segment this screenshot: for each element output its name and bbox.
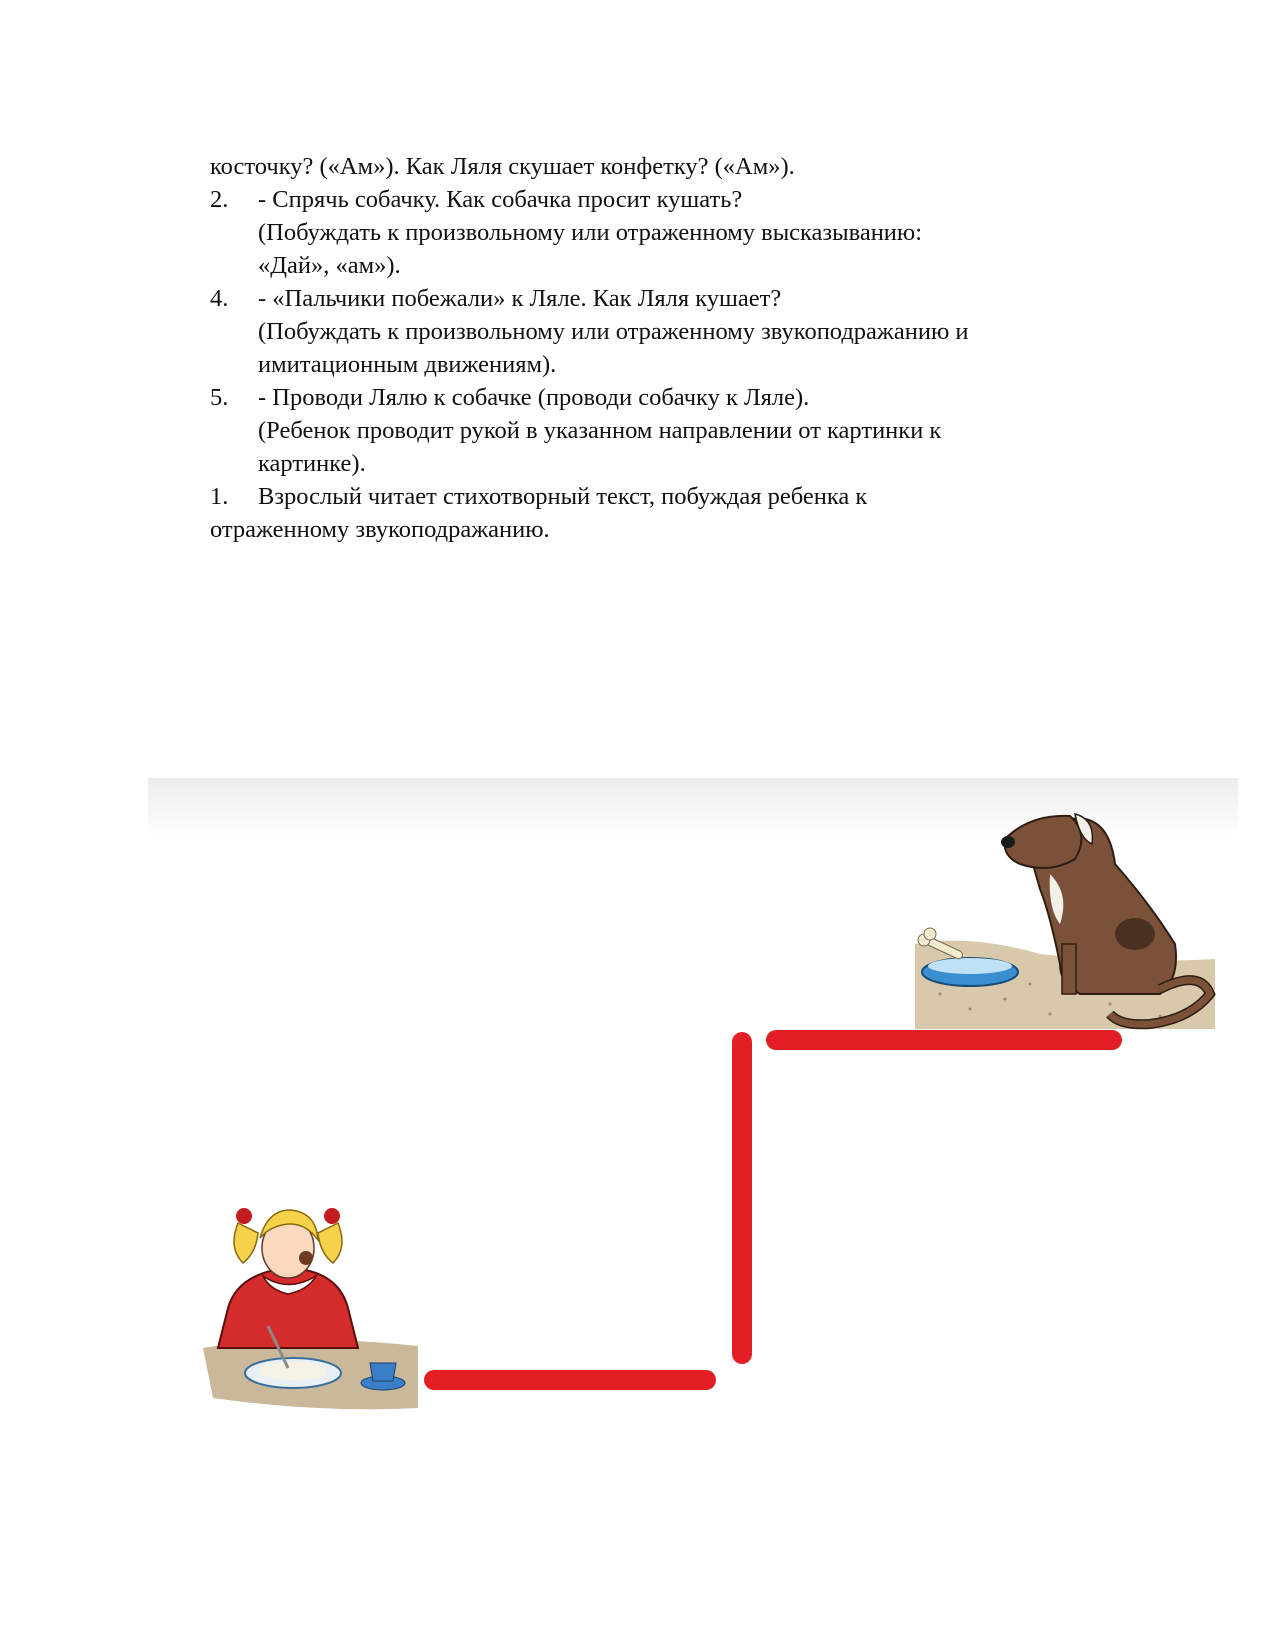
instruction-text — [210, 150, 1150, 546]
item-number: 1. — [210, 483, 229, 510]
list-item — [210, 282, 1150, 315]
text-line: имитационным движениям). — [258, 351, 557, 378]
text-line: (Ребенок проводит рукой в указанном направлении от картинки к — [258, 417, 942, 444]
item-number: 5. — [210, 384, 229, 411]
text-line: отраженному звукоподражанию. — [210, 516, 550, 543]
text-line: «Дай», «ам»). — [258, 252, 401, 279]
path-segment-top — [766, 1030, 1122, 1050]
item-number: 4. — [210, 285, 229, 312]
maze-illustration — [148, 778, 1238, 1458]
text-line: косточку? («Ам»). Как Ляля скушает конфетку? («Ам»). — [210, 153, 795, 180]
list-item — [210, 480, 1150, 513]
item-number: 2. — [210, 186, 229, 213]
girl-icon — [218, 1208, 358, 1348]
path-segment-vertical — [732, 1032, 752, 1364]
list-item — [210, 381, 1150, 414]
girl-picture — [198, 1198, 428, 1413]
text-line: - «Пальчики побежали» к Ляле. Как Ляля кушает? — [258, 285, 782, 312]
text-line: (Побуждать к произвольному или отраженному звукоподражанию и — [258, 318, 969, 345]
text-line: Взрослый читает стихотворный текст, побуждая ребенка к — [258, 483, 868, 510]
list-item — [210, 183, 1150, 216]
path-segment-bottom — [424, 1370, 716, 1390]
dog-picture — [910, 794, 1220, 1034]
text-line: - Спрячь собачку. Как собачка просит кушать? — [258, 186, 743, 213]
text-line: - Проводи Лялю к собачке (проводи собачку к Ляле). — [258, 384, 810, 411]
plate-icon — [245, 1358, 341, 1388]
text-line: картинке). — [258, 450, 366, 477]
text-line: (Побуждать к произвольному или отраженному высказыванию: — [258, 219, 923, 246]
